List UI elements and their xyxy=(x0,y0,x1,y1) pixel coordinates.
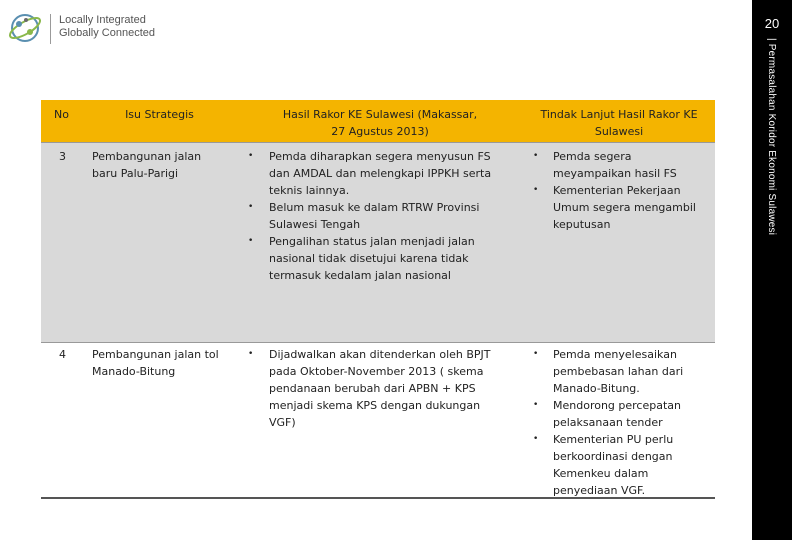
follow-up-item: Pemda segera meyampaikan hasil FS xyxy=(553,150,677,180)
header-cell-no xyxy=(41,100,82,142)
table-bottom-rule xyxy=(41,497,715,499)
header-cell-results xyxy=(237,100,523,142)
column-header-no: No xyxy=(54,108,69,121)
row-number: 3 xyxy=(59,150,66,163)
bullet-icon: • xyxy=(248,349,254,359)
follow-up-item: Mendorong percepatan pelaksanaan tender xyxy=(553,399,681,429)
bullet-icon: • xyxy=(248,236,254,246)
column-header-follow-up: Tindak Lanjut Hasil Rakor KE Sulawesi xyxy=(540,108,698,138)
row-number: 4 xyxy=(59,348,66,361)
sidebar-caption xyxy=(766,38,780,248)
result-item: Pengalihan status jalan menjadi jalan nasional tidak disetujui karena tidak termasuk kedalam jalan nasional xyxy=(269,235,475,282)
logo-line-1: Locally Integrated xyxy=(59,14,146,26)
header-cell-issue xyxy=(82,100,237,142)
bullet-icon: • xyxy=(533,400,539,410)
bullet-icon: • xyxy=(248,151,254,161)
bullet-icon: • xyxy=(533,151,539,161)
bullet-icon: • xyxy=(533,185,539,195)
table-row xyxy=(41,143,715,342)
follow-up-item: Pemda menyelesaikan pembebasan lahan dari Manado-Bitung. xyxy=(553,348,684,395)
bullet-icon: • xyxy=(533,434,539,444)
issue-text: Pembangunan jalan tol Manado-Bitung xyxy=(92,348,219,378)
result-item: Dijadwalkan akan ditenderkan oleh BPJT pada Oktober-November 2013 ( skema pendanaan berubah dari APBN + KPS menjadi skema KPS dengan dukungan VGF) xyxy=(269,348,491,429)
bullet-icon: • xyxy=(248,202,254,212)
logo-divider xyxy=(50,14,51,44)
follow-up-item: Kementerian Pekerjaan Umum segera mengambil keputusan xyxy=(553,184,696,231)
table-row xyxy=(41,343,715,497)
result-item: Pemda diharapkan segera menyusun FS dan AMDAL dan melengkapi IPPKH serta teknis lainnya. xyxy=(269,150,492,197)
bullet-icon: • xyxy=(533,349,539,359)
result-item: Belum masuk ke dalam RTRW Provinsi Sulawesi Tengah xyxy=(269,201,480,231)
issue-text: Pembangunan jalan baru Palu-Parigi xyxy=(92,150,202,180)
follow-up-item: Kementerian PU perlu berkoordinasi dengan Kemenkeu dalam penyediaan VGF. xyxy=(553,433,674,497)
page-number: 20 xyxy=(764,16,780,31)
column-header-issue: Isu Strategis xyxy=(125,108,194,121)
sidebar-caption-text: | Permasalahan Koridor Ekonomi Sulawesi xyxy=(766,38,777,236)
logo-line-2: Globally Connected xyxy=(59,27,156,39)
globe-logo-icon xyxy=(6,10,44,46)
logo xyxy=(6,8,156,48)
logo-text xyxy=(59,14,155,40)
column-header-results: Hasil Rakor KE Sulawesi (Makassar, 27 Agustus 2013) xyxy=(282,108,478,138)
header-cell-follow-up xyxy=(523,100,715,142)
